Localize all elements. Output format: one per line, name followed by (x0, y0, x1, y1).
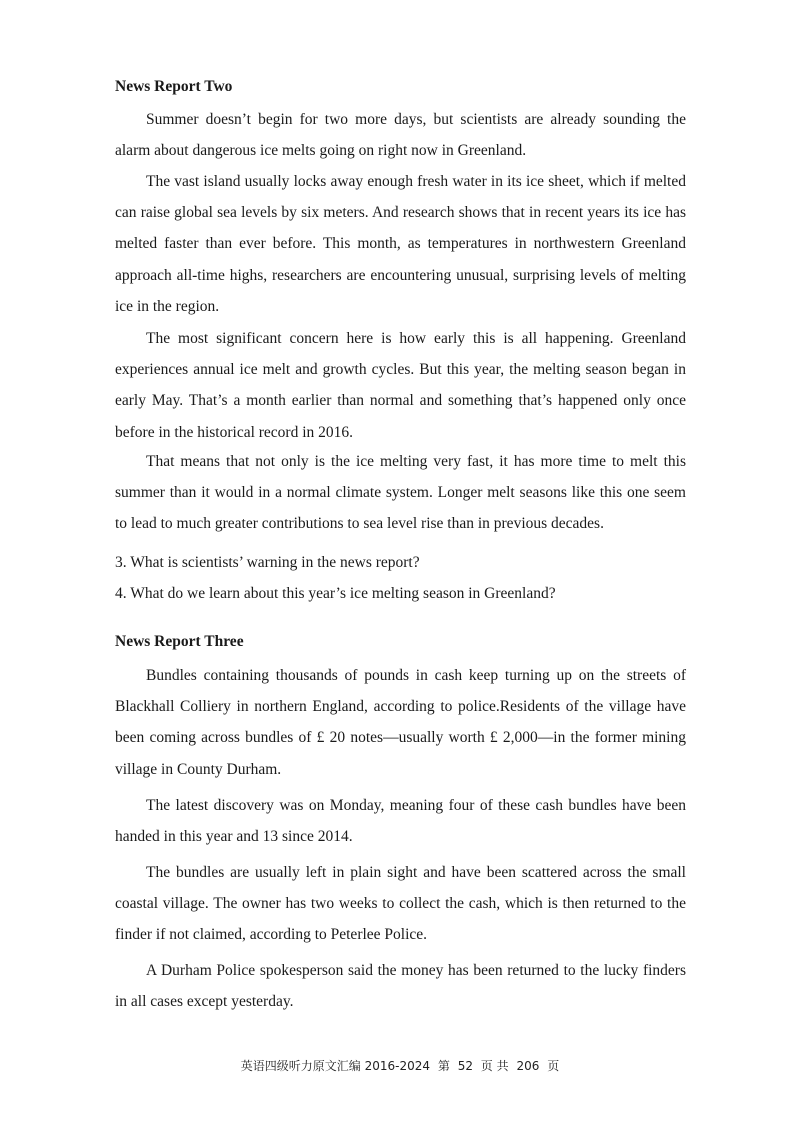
footer-page-prefix: 第 (437, 1059, 450, 1073)
report-two-heading: News Report Two (115, 78, 233, 95)
footer-page-mid: 页 共 (480, 1059, 509, 1073)
question-4: 4. What do we learn about this year’s ice melting season in Greenland? (115, 585, 556, 602)
report-three-paragraph-2: The latest discovery was on Monday, meaning four of these cash bundles have been handed in this year and 13 since 2014. (115, 797, 686, 846)
footer-page-number: 52 (457, 1059, 473, 1073)
report-three-paragraph-1: Bundles containing thousands of pounds in cash keep turning up on the streets of Blackhall Colliery in northern England, according to police.Residents of the village have been coming across bundles of £ 20 notes—usually worth £ 2,000—in the former mining village in County Durham. (115, 667, 686, 778)
report-two-paragraph-2: The vast island usually locks away enough fresh water in its ice sheet, which if melted can raise global sea levels by six meters. And research shows that in recent years its ice has melted faster than ever before. This month, as temperatures in northwestern Greenland approach all-time highs, researchers are encountering unusual, surprising levels of melting ice in the region. (115, 173, 686, 315)
report-three-paragraph-3: The bundles are usually left in plain sight and have been scattered across the small coastal village. The owner has two weeks to collect the cash, which is then returned to the finder if not claimed, according to Peterlee Police. (115, 864, 686, 944)
footer-page-suffix: 页 (547, 1059, 560, 1073)
question-3: 3. What is scientists’ warning in the news report? (115, 554, 420, 571)
report-two-paragraph-1: Summer doesn’t begin for two more days, but scientists are already sounding the alarm about dangerous ice melts going on right now in Greenland. (115, 111, 686, 160)
report-two-paragraph-3: The most significant concern here is how early this is all happening. Greenland experiences annual ice melt and growth cycles. But this year, the melting season began in early May. That’s a month earlier than normal and something that’s happened only once before in the historical record in 2016. (115, 330, 686, 441)
report-two-paragraph-4: That means that not only is the ice melting very fast, it has more time to melt this summer than it would in a normal climate system. Longer melt seasons like this one seem to lead to much greater contributions to sea level rise than in previous decades. (115, 453, 686, 533)
footer-total-pages: 206 (516, 1059, 540, 1073)
page-footer (0, 1057, 800, 1074)
report-three-heading: News Report Three (115, 633, 244, 650)
report-three-paragraph-4: A Durham Police spokesperson said the money has been returned to the lucky finders in all cases except yesterday. (115, 962, 686, 1011)
footer-title: 英语四级听力原文汇编 2016-2024 (240, 1059, 431, 1073)
